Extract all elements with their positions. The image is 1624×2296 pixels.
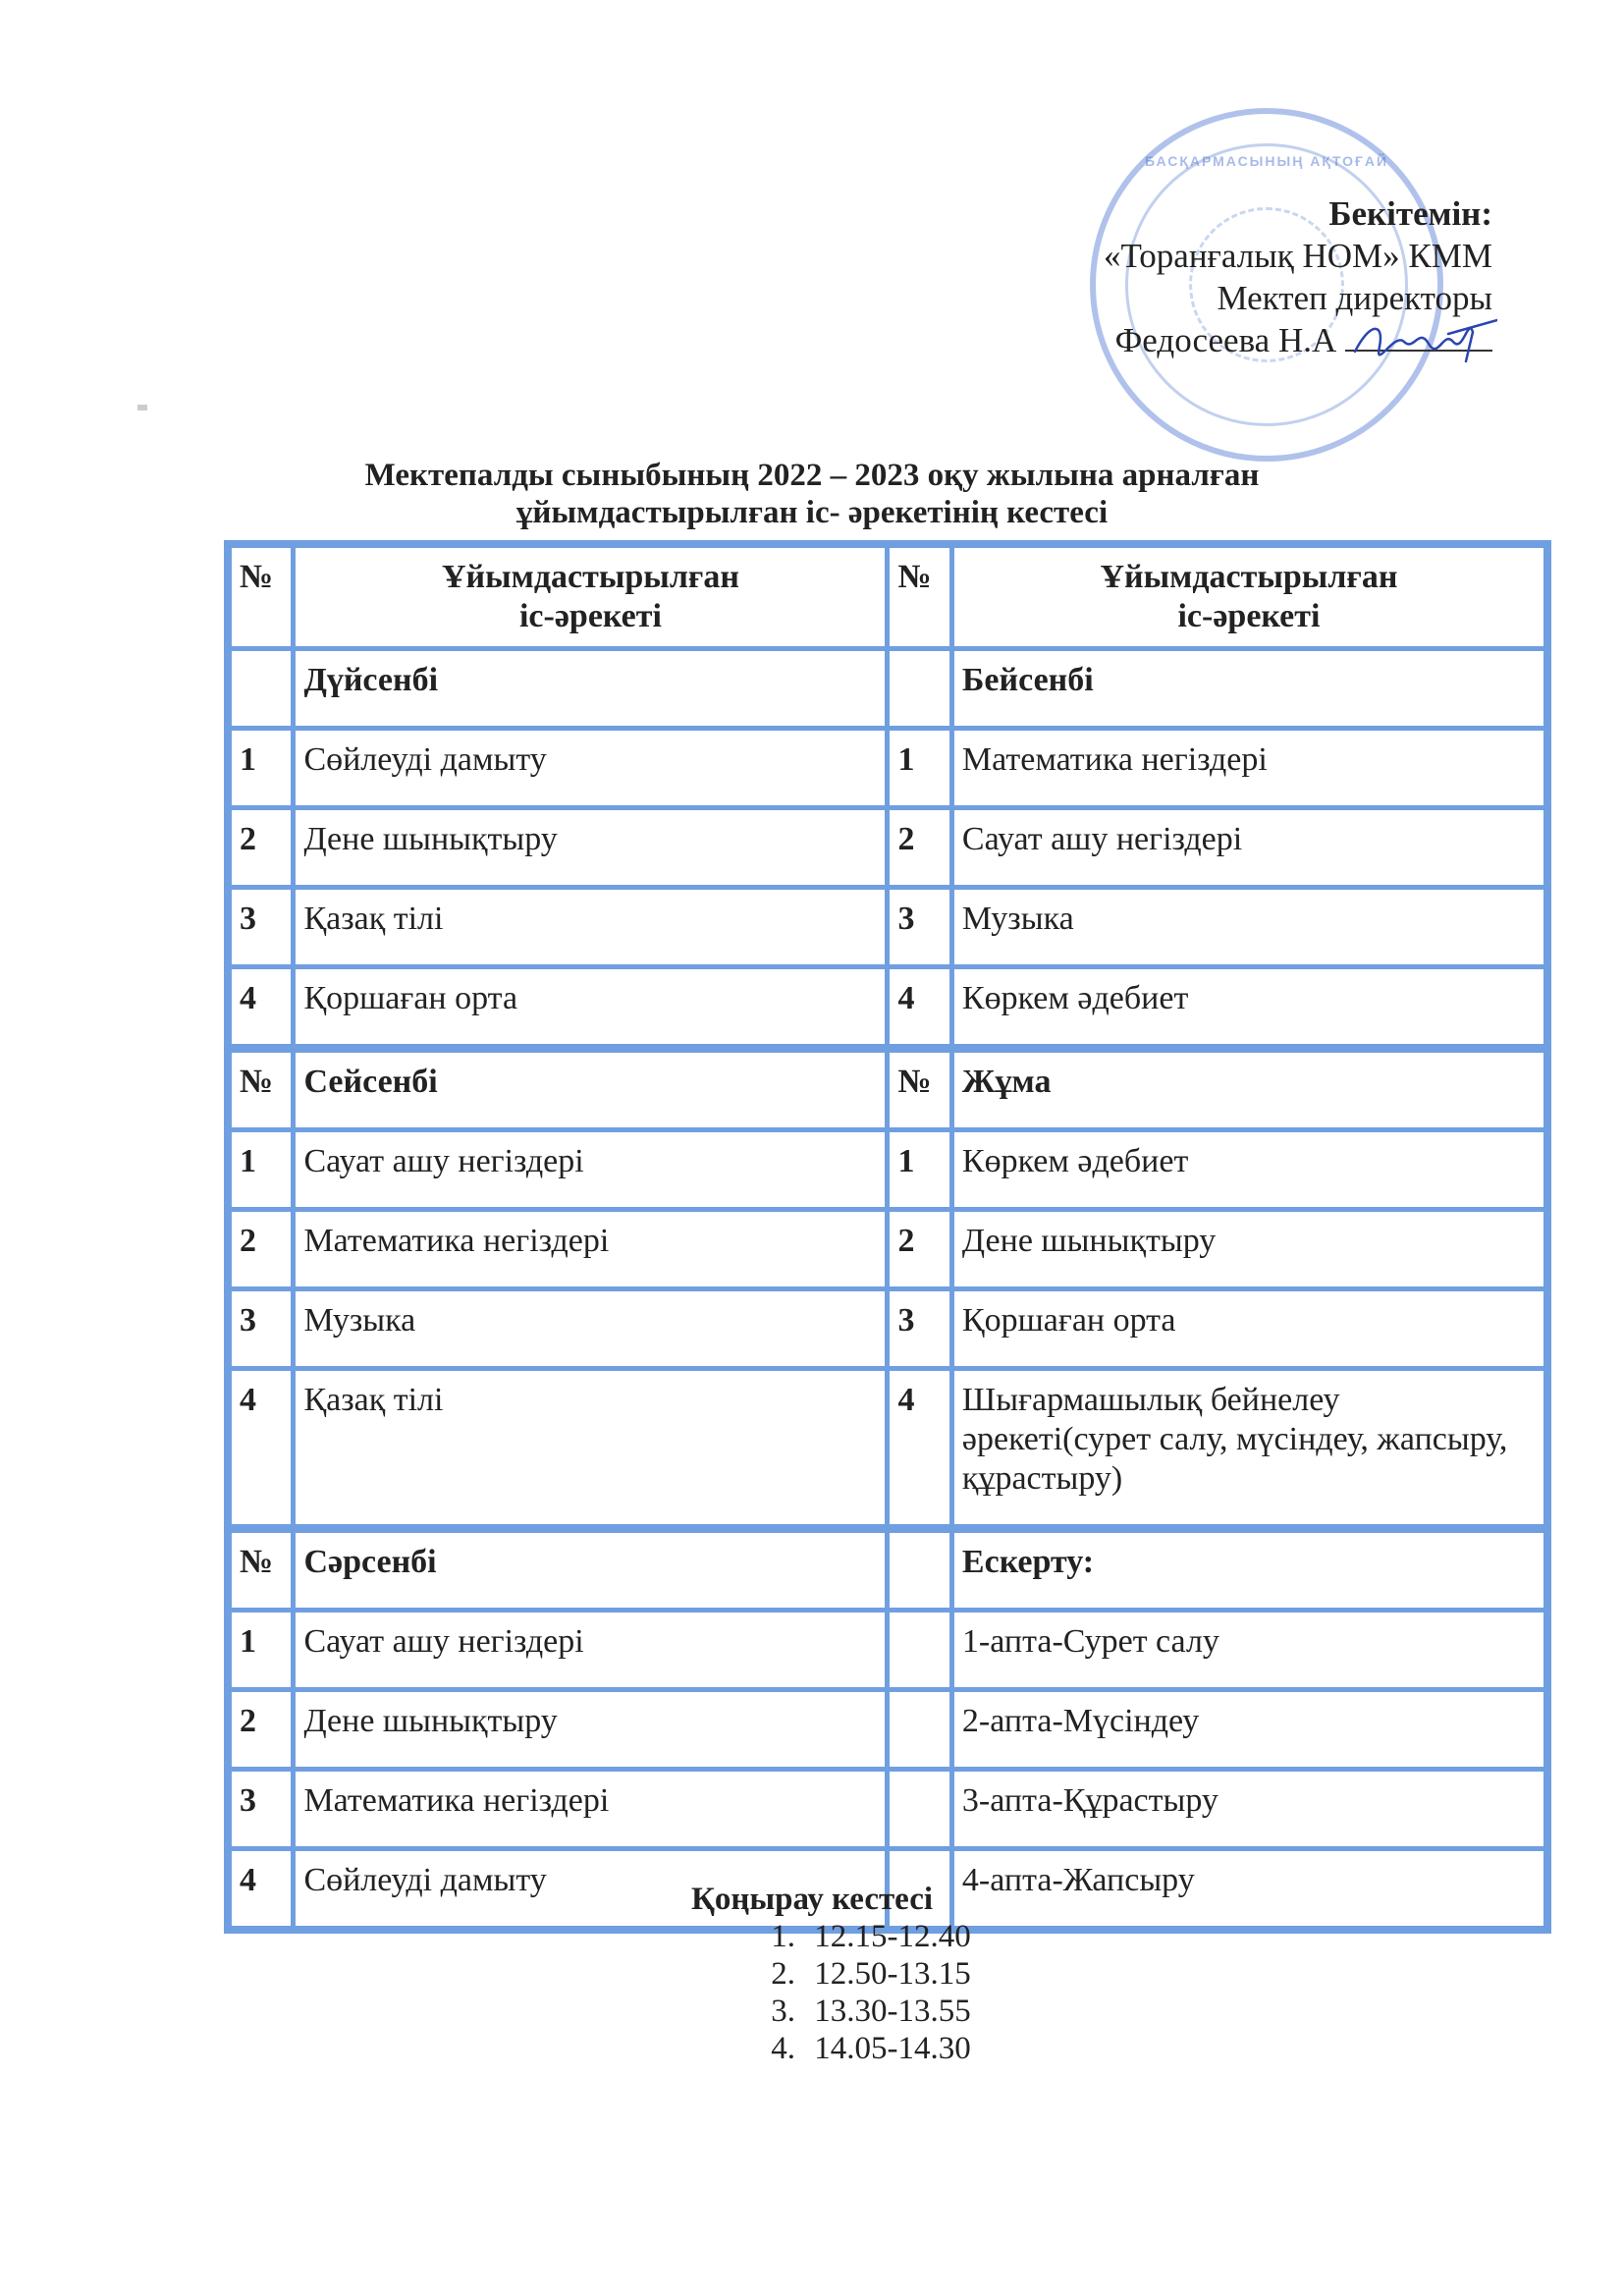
lesson-name-right: Қоршаған орта [951, 1289, 1547, 1369]
table-row [228, 1210, 1547, 1289]
lesson-num-right [888, 1770, 951, 1849]
bell-item-number: 1. [771, 1919, 795, 1954]
header-activity-line1: Ұйымдастырылған [441, 559, 739, 595]
title-line-1: Мектепалды сыныбының 2022 – 2023 оқу жылына арналған [364, 458, 1260, 493]
lesson-name-left: Математика негіздері [294, 1770, 888, 1849]
lesson-num-left: 2 [228, 1210, 294, 1289]
lesson-name-left: Қазақ тілі [294, 888, 888, 967]
table-row [228, 1289, 1547, 1369]
lesson-name-right: Сауат ашу негіздері [951, 808, 1547, 888]
table-row [228, 1369, 1547, 1529]
lesson-name-right: Дене шынықтыру [951, 1210, 1547, 1289]
lesson-num-left: 4 [228, 1369, 294, 1529]
lesson-name-right: Шығармашылық бейнелеу әрекеті(сурет салу, мүсіндеу, жапсыру, құрастыру) [951, 1369, 1547, 1529]
lesson-num-left: 2 [228, 808, 294, 888]
lesson-num-right [888, 1611, 951, 1690]
day-header-row [228, 1529, 1547, 1611]
lesson-num-right: 1 [888, 729, 951, 808]
lesson-name-left: Сөйлеуді дамыту [294, 1849, 888, 1931]
bell-item [771, 2030, 971, 2067]
table-row [228, 729, 1547, 808]
header-activity-line1: Ұйымдастырылған [1100, 559, 1398, 595]
day-num-label-right [888, 649, 951, 729]
day-num-label-right [888, 1529, 951, 1611]
header-activity-line2: іс-әрекеті [1177, 598, 1321, 634]
bell-schedule-title: Қоңырау кестесі [690, 1882, 934, 1917]
lesson-name-right: 3-апта-Құрастыру [951, 1770, 1547, 1849]
table-row [228, 1611, 1547, 1690]
day-num-label-left: № [228, 1049, 294, 1130]
lesson-num-right: 3 [888, 1289, 951, 1369]
lesson-name-right: 2-апта-Мүсіндеу [951, 1690, 1547, 1770]
lesson-num-right: 4 [888, 967, 951, 1049]
lesson-num-left: 4 [228, 967, 294, 1049]
bell-item [771, 1918, 971, 1955]
lesson-name-left: Сауат ашу негіздері [294, 1130, 888, 1210]
day-name-left: Сейсенбі [294, 1049, 888, 1130]
table-row [228, 888, 1547, 967]
lesson-num-left: 1 [228, 1130, 294, 1210]
bell-item [771, 1993, 971, 2030]
approval-heading: Бекітемін: [1328, 194, 1492, 233]
approval-organization: «Торанғалық НОМ» КММ [1104, 237, 1492, 275]
header-activity-line2: іс-әрекеті [518, 598, 662, 634]
day-name-right: Ескерту: [951, 1529, 1547, 1611]
lesson-name-left: Дене шынықтыру [294, 1690, 888, 1770]
lesson-name-left: Дене шынықтыру [294, 808, 888, 888]
stamp-text: БАСҚАРМАСЫНЫҢ АҚТОҒАЙ [1144, 153, 1389, 169]
bell-list [771, 1918, 971, 2067]
bell-item [771, 1955, 971, 1993]
day-name-right: Бейсенбі [951, 649, 1547, 729]
table-body [228, 649, 1547, 1931]
bell-item-time: 14.05-14.30 [814, 2031, 971, 2066]
bell-item-number: 2. [771, 1956, 795, 1992]
header-activity-left [294, 544, 888, 649]
day-num-label-left [228, 649, 294, 729]
scan-speck [137, 405, 147, 410]
lesson-name-left: Қоршаған орта [294, 967, 888, 1049]
approval-position: Мектеп директоры [1217, 279, 1492, 317]
day-name-left: Дүйсенбі [294, 649, 888, 729]
lesson-name-left: Қазақ тілі [294, 1369, 888, 1529]
lesson-num-right: 2 [888, 1210, 951, 1289]
table-row [228, 1130, 1547, 1210]
lesson-name-left: Сауат ашу негіздері [294, 1611, 888, 1690]
lesson-num-right: 2 [888, 808, 951, 888]
bell-item-number: 4. [771, 2031, 795, 2066]
lesson-name-left: Музыка [294, 1289, 888, 1369]
title-line-2: ұйымдастырылған іс- әрекетінің кестесі [515, 495, 1109, 530]
lesson-name-left: Математика негіздері [294, 1210, 888, 1289]
lesson-num-left: 2 [228, 1690, 294, 1770]
lesson-num-left: 3 [228, 1289, 294, 1369]
table-row [228, 1770, 1547, 1849]
schedule-table [224, 540, 1551, 1934]
approval-name: Федосеева Н.А [1114, 321, 1337, 359]
day-header-row [228, 649, 1547, 729]
lesson-num-left: 1 [228, 729, 294, 808]
lesson-num-left: 4 [228, 1849, 294, 1931]
day-num-label-left: № [228, 1529, 294, 1611]
lesson-name-right: Музыка [951, 888, 1547, 967]
lesson-num-right: 1 [888, 1130, 951, 1210]
bell-schedule [0, 1881, 1624, 2067]
lesson-name-right: 4-апта-Жапсыру [951, 1849, 1547, 1931]
day-name-left: Сәрсенбі [294, 1529, 888, 1611]
bell-item-number: 3. [771, 1994, 795, 2029]
lesson-name-right: Көркем әдебиет [951, 967, 1547, 1049]
bell-item-time: 12.50-13.15 [814, 1956, 971, 1992]
header-num-right: № [888, 544, 951, 649]
lesson-name-right: 1-апта-Сурет салу [951, 1611, 1547, 1690]
header-num-left: № [228, 544, 294, 649]
bell-item-time: 13.30-13.55 [814, 1994, 971, 2029]
signature-icon [1350, 312, 1497, 366]
lesson-num-left: 1 [228, 1611, 294, 1690]
table-row [228, 1690, 1547, 1770]
lesson-num-left: 3 [228, 888, 294, 967]
lesson-num-right: 3 [888, 888, 951, 967]
lesson-name-right: Көркем әдебиет [951, 1130, 1547, 1210]
document-title [0, 457, 1624, 531]
lesson-num-left: 3 [228, 1770, 294, 1849]
lesson-num-right [888, 1690, 951, 1770]
lesson-name-left: Сөйлеуді дамыту [294, 729, 888, 808]
day-num-label-right: № [888, 1049, 951, 1130]
lesson-num-right: 4 [888, 1369, 951, 1529]
lesson-name-right: Математика негіздері [951, 729, 1547, 808]
bell-item-time: 12.15-12.40 [814, 1919, 971, 1954]
header-activity-right [951, 544, 1547, 649]
table-row [228, 967, 1547, 1049]
table-header-row [228, 544, 1547, 649]
day-name-right: Жұма [951, 1049, 1547, 1130]
day-header-row [228, 1049, 1547, 1130]
table-row [228, 808, 1547, 888]
